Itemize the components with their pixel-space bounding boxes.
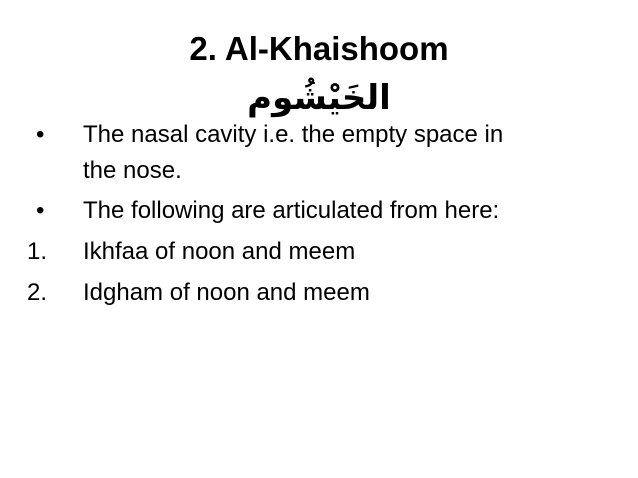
slide-title: 2. Al-Khaishoom	[189, 30, 449, 67]
list-item-line: The following are articulated from here:	[83, 197, 500, 224]
bullet-marker: •	[36, 197, 45, 224]
list-item-line: Ikhfaa of noon and meem	[83, 238, 356, 265]
list-item-line: The nasal cavity i.e. the empty space in	[83, 121, 504, 148]
arabic-title: الخَيْشُوم	[247, 78, 391, 118]
list-item-line: the nose.	[83, 157, 182, 184]
list-item-line: Idgham of noon and meem	[83, 279, 370, 306]
bullet-marker: •	[36, 121, 45, 148]
number-marker: 2.	[27, 279, 48, 306]
number-marker: 1.	[27, 238, 48, 265]
